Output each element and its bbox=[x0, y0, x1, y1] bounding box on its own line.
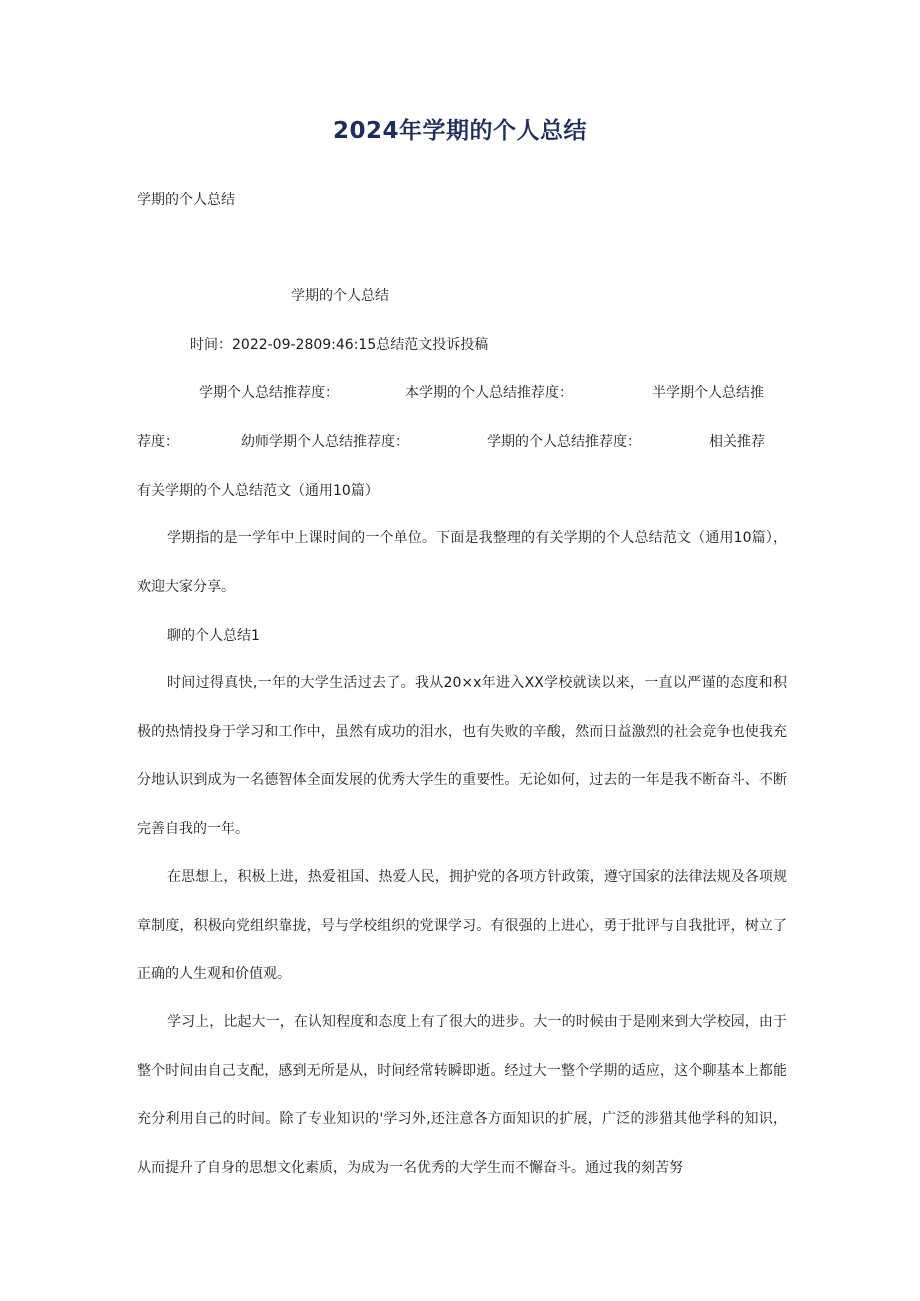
subtitle-left: 学期的个人总结 bbox=[137, 192, 235, 208]
intro-paragraph: 学期指的是一学年中上课时间的一个单位。下面是我整理的有关学期的个人总结范文（通用10篇），欢迎大家分享。 bbox=[137, 530, 787, 595]
recommend-item-5[interactable]: 学期的个人总结推荐度： bbox=[487, 434, 641, 450]
subtitle-center: 学期的个人总结 bbox=[291, 288, 389, 304]
recommend-item-3[interactable]: 半学期个人总结推 bbox=[652, 385, 764, 401]
body-paragraph-1: 时间过得真快,一年的大学生活过去了。我从20×x年进入XX学校就读以来，一直以严谨的态度和积极的热情投身于学习和工作中，虽然有成功的泪水，也有失败的辛酸，然而日益激烈的社会竞争也使我充分地认识到成为一名德智体全面发展的优秀大学生的重要性。无论如何，过去的一年是我不断奋斗、不断完善自我的一年。 bbox=[137, 675, 787, 837]
body-paragraph-2: 在思想上，积极上进，热爱祖国、热爱人民，拥护党的各项方针政策，遵守国家的法律法规及各项规章制度，积极向党组织靠拢，号与学校组织的党课学习。有很强的上进心，勇于批评与自我批评，树立了正确的人生观和价值观。 bbox=[137, 869, 787, 982]
recommend-item-1[interactable]: 学期个人总结推荐度： bbox=[199, 385, 339, 401]
meta-line: 时间：2022-09-2809:46:15总结范文投诉投稿 bbox=[190, 337, 489, 353]
section-heading: 有关学期的个人总结范文（通用10篇） bbox=[137, 483, 379, 499]
body-paragraph-3: 学习上，比起大一，在认知程度和态度上有了很大的进步。大一的时候由于是刚来到大学校园，由于整个时间由自己支配，感到无所是从，时间经常转瞬即逝。经过大一整个学期的适应，这个聊基本上都能充分利用自己的时间。除了专业知识的'学习外,还注意各方面知识的扩展，广泛的涉猎其他学科的知识，从而提升了自身的思想文化素质，为成为一名优秀的大学生而不懈奋斗。通过我的刻苦努 bbox=[137, 1014, 787, 1176]
recommend-item-4[interactable]: 幼师学期个人总结推荐度： bbox=[241, 434, 409, 450]
part-heading: 聊的个人总结1 bbox=[167, 628, 260, 644]
recommend-item-2[interactable]: 本学期的个人总结推荐度： bbox=[405, 385, 573, 401]
related-recommend-link[interactable]: 相关推荐 bbox=[709, 434, 765, 450]
recommend-item-3-cont: 荐度： bbox=[137, 434, 179, 450]
document-title: 2024年学期的个人总结 bbox=[332, 118, 587, 144]
